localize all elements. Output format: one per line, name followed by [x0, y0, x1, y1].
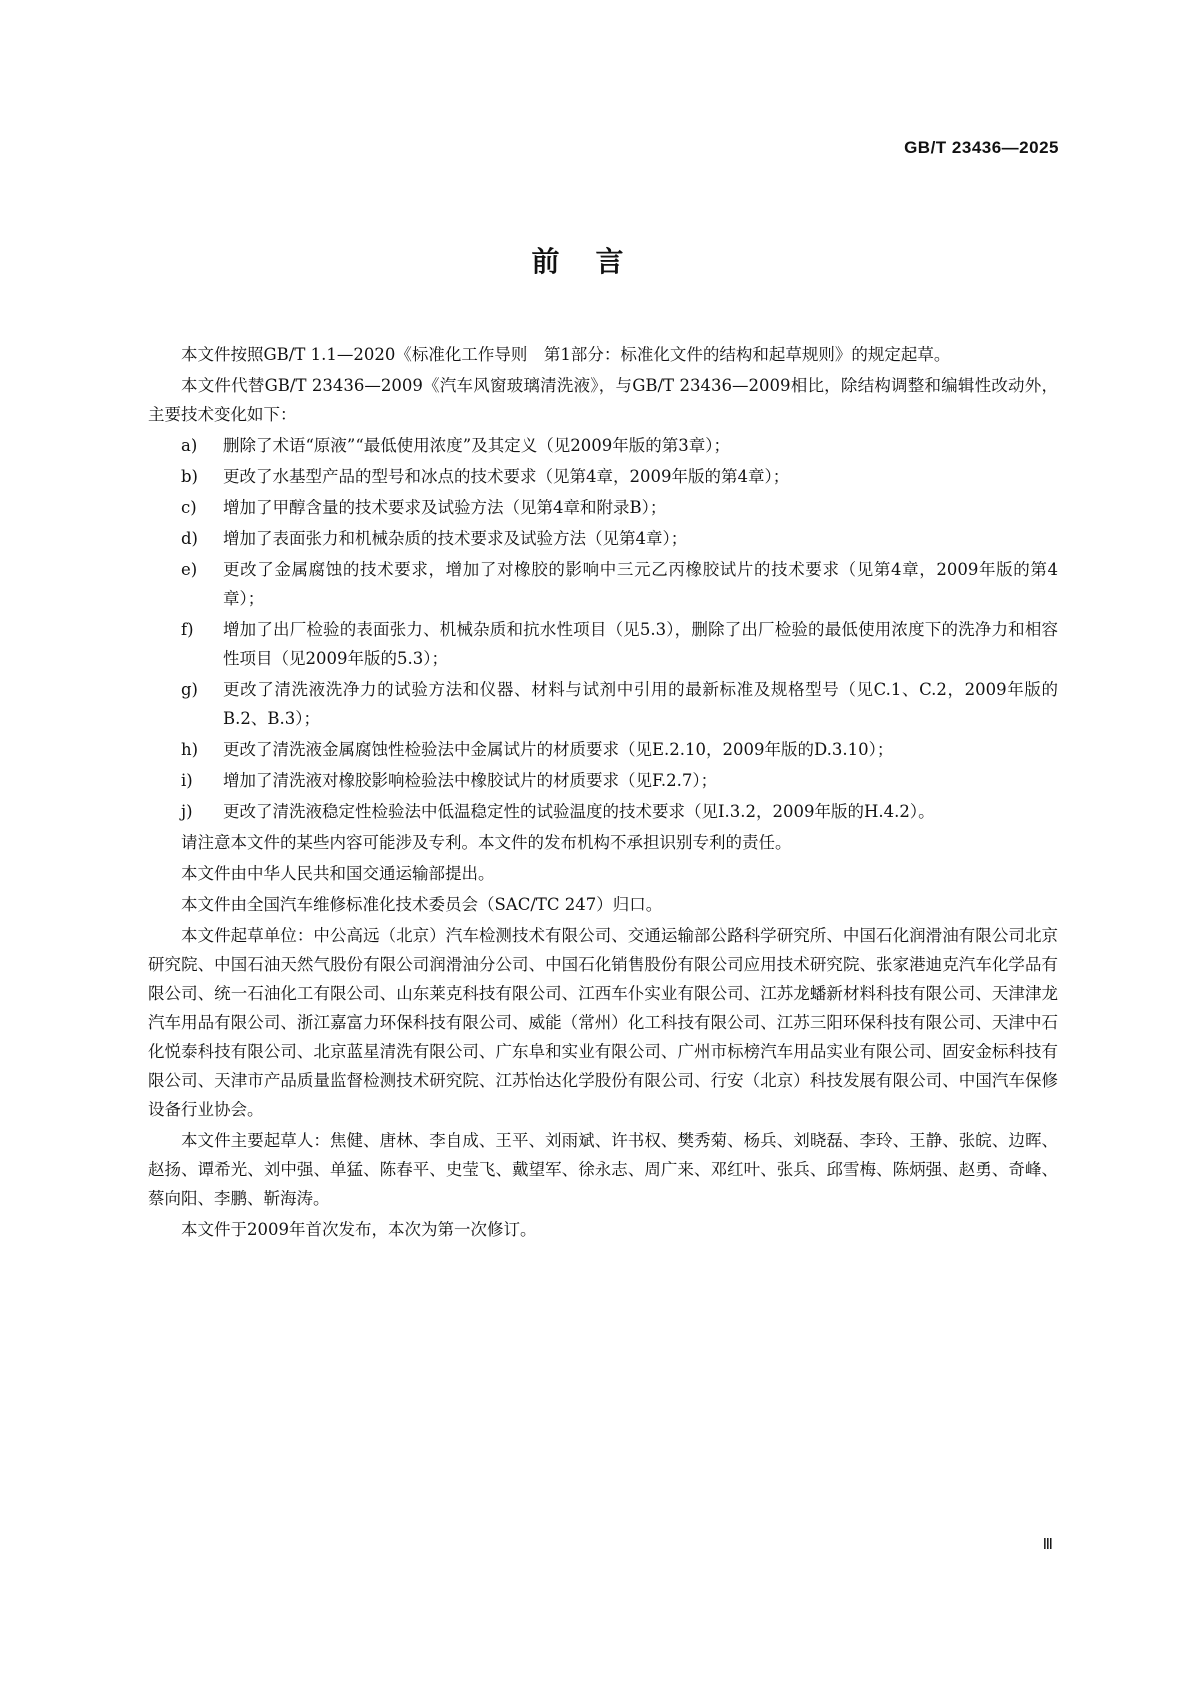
list-text: 更改了清洗液洗净力的试验方法和仪器、材料与试剂中引用的最新标准及规格型号（见C.1、C.2，2009年版的B.2、B.3）；	[223, 680, 1058, 728]
intro-paragraph: 本文件按照GB/T 1.1—2020《标准化工作导则 第1部分：标准化文件的结构和起草规则》的规定起草。	[181, 345, 951, 364]
list-text: 增加了出厂检验的表面张力、机械杂质和抗水性项目（见5.3），删除了出厂检验的最低使用浓度下的洗净力和相容性项目（见2009年版的5.3）；	[223, 620, 1058, 668]
list-label: g)	[181, 680, 198, 699]
list-label: h)	[181, 740, 199, 759]
drafters-paragraph: 本文件主要起草人：焦健、唐林、李自成、王平、刘雨斌、许书权、樊秀菊、杨兵、刘晓磊、李玲、王静、张皖、边晖、赵扬、谭希光、刘中强、单猛、陈春平、史莹飞、戴望军、徐永志、周广来、邓红叶、张兵、邱雪梅、陈炳强、赵勇、奇峰、蔡向阳、李鹏、靳海涛。	[148, 1131, 1058, 1208]
change-item-c	[148, 493, 1058, 522]
committee-paragraph: 本文件由全国汽车维修标准化技术委员会（SAC/TC 247）归口。	[181, 895, 663, 914]
change-item-g	[148, 675, 1058, 733]
change-item-a	[148, 431, 1058, 460]
list-label: b)	[181, 467, 198, 486]
revision-history-paragraph: 本文件于2009年首次发布，本次为第一次修订。	[181, 1220, 537, 1239]
list-label: f)	[181, 620, 194, 639]
drafting-units-paragraph: 本文件起草单位：中公高远（北京）汽车检测技术有限公司、交通运输部公路科学研究所、中国石化润滑油有限公司北京研究院、中国石油天然气股份有限公司润滑油分公司、中国石化销售股份有限公司应用技术研究院、张家港迪克汽车化学品有限公司、统一石油化工有限公司、山东莱克科技有限公司、江西车仆实业有限公司、江苏龙蟠新材料科技有限公司、天津津龙汽车用品有限公司、浙江嘉富力环保科技有限公司、威能（常州）化工科技有限公司、江苏三阳环保科技有限公司、天津中石化悦泰科技有限公司、北京蓝星清洗有限公司、广东阜和实业有限公司、广州市标榜汽车用品实业有限公司、固安金标科技有限公司、天津市产品质量监督检测技术研究院、江苏怡达化学股份有限公司、行安（北京）科技发展有限公司、中国汽车保修设备行业协会。	[148, 926, 1058, 1119]
list-text: 更改了清洗液稳定性检验法中低温稳定性的试验温度的技术要求（见I.3.2，2009年版的H.4.2）。	[223, 802, 935, 821]
foreword-body	[148, 340, 1058, 1246]
change-item-b	[148, 462, 1058, 491]
list-label: c)	[181, 498, 197, 517]
list-text: 增加了清洗液对橡胶影响检验法中橡胶试片的材质要求（见F.2.7）；	[223, 771, 718, 790]
standard-number: GB/T 23436—2025	[904, 138, 1059, 157]
intro-paragraph: 本文件代替GB/T 23436—2009《汽车风窗玻璃清洗液》，与GB/T 23436—2009相比，除结构调整和编辑性改动外，主要技术变化如下：	[148, 376, 1058, 424]
change-item-h	[148, 735, 1058, 764]
change-item-d	[148, 524, 1058, 553]
change-item-i	[148, 766, 1058, 795]
change-item-j	[148, 797, 1058, 826]
list-text: 增加了表面张力和机械杂质的技术要求及试验方法（见第4章）；	[223, 529, 688, 548]
list-text: 删除了术语“原液”“最低使用浓度”及其定义（见2009年版的第3章）；	[223, 436, 730, 455]
change-item-e	[148, 555, 1058, 613]
list-label: e)	[181, 560, 198, 579]
change-item-f	[148, 615, 1058, 673]
list-label: d)	[181, 529, 198, 548]
proposer-paragraph: 本文件由中华人民共和国交通运输部提出。	[181, 864, 495, 883]
list-text: 更改了清洗液金属腐蚀性检验法中金属试片的材质要求（见E.2.10，2009年版的D.3.10）；	[223, 740, 894, 759]
page-number: Ⅲ	[1042, 1535, 1053, 1553]
list-label: i)	[181, 771, 193, 790]
list-label: j)	[181, 802, 193, 821]
patent-notice: 请注意本文件的某些内容可能涉及专利。本文件的发布机构不承担识别专利的责任。	[181, 833, 792, 852]
list-text: 更改了金属腐蚀的技术要求，增加了对橡胶的影响中三元乙丙橡胶试片的技术要求（见第4章，2009年版的第4章）；	[223, 560, 1058, 608]
list-label: a)	[181, 436, 198, 455]
list-text: 更改了水基型产品的型号和冰点的技术要求（见第4章，2009年版的第4章）；	[223, 467, 790, 486]
page-title: 前言	[531, 245, 660, 278]
list-text: 增加了甲醇含量的技术要求及试验方法（见第4章和附录B）；	[223, 498, 667, 517]
